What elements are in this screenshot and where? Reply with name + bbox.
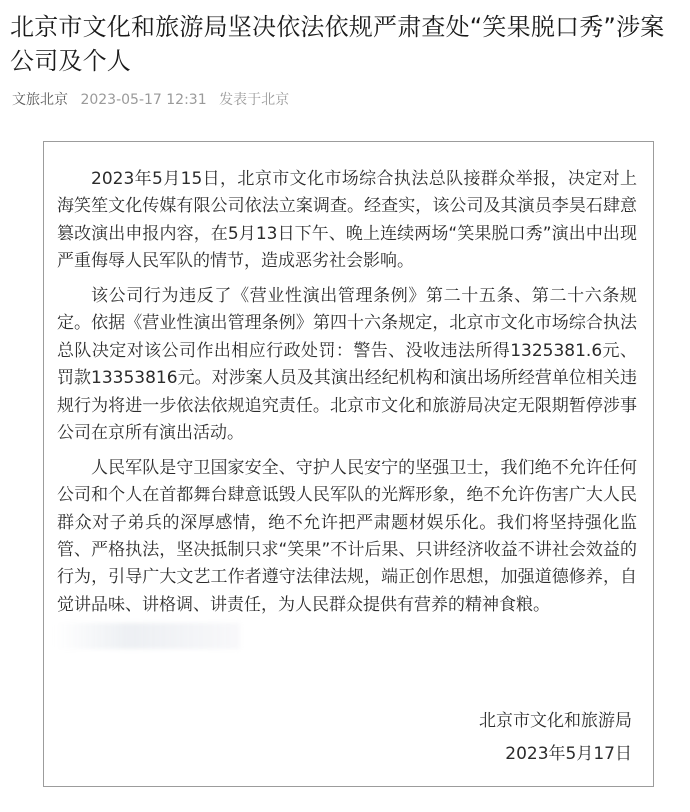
article-location: 发表于北京: [219, 92, 290, 108]
signature-date: 2023年5月17日: [505, 744, 632, 764]
signature-organization: 北京市文化和旅游局: [479, 711, 632, 731]
article-source[interactable]: 文旅北京: [12, 92, 68, 108]
blurred-text-overlay: [55, 623, 240, 649]
article-title: 北京市文化和旅游局坚决依法依规严肃查处“笑果脱口秀”涉案公司及个人: [10, 13, 665, 75]
article-datetime: 2023-05-17 12:31: [80, 92, 207, 108]
notice-paragraph-1: 2023年5月15日，北京市文化市场综合执法总队接群众举报，决定对上海笑笙文化传媒有限公司依法立案调查。经查实，该公司及其演员李昊石肆意篡改演出申报内容，在5月13日下午、晚上连续两场“笑果脱口秀”演出中出现严重侮辱人民军队的情节，造成恶劣社会影响。: [57, 169, 637, 272]
notice-body: [57, 166, 637, 627]
notice-paragraph-3: 人民军队是守卫国家安全、守护人民安宁的坚强卫士，我们绝不允许任何公司和个人在首都舞台肆意诋毁人民军队的光辉形象，绝不允许伤害广大人民群众对子弟兵的深厚感情，绝不允许把严肃题材娱乐化。我们将坚持强化监管、严格执法，坚决抵制只求“笑果”不计后果、只讲经济收益不讲社会效益的行为，引导广大文艺工作者遵守法律法规，端正创作思想，加强道德修养，自觉讲品味、讲格调、讲责任，为人民群众提供有营养的精神食粮。: [57, 457, 637, 615]
article-meta: [12, 90, 297, 110]
notice-paragraph-2: 该公司行为违反了《营业性演出管理条例》第二十五条、第二十六条规定。依据《营业性演出管理条例》第四十六条规定，北京市文化市场综合执法总队决定对该公司作出相应行政处罚：警告、没收违法所得1325381.6元、罚款13353816元。对涉案人员及其演出经纪机构和演出场所经营单位相关违规行为将进一步依法依规追究责任。北京市文化和旅游局决定无限期暂停涉事公司在京所有演出活动。: [57, 286, 637, 444]
